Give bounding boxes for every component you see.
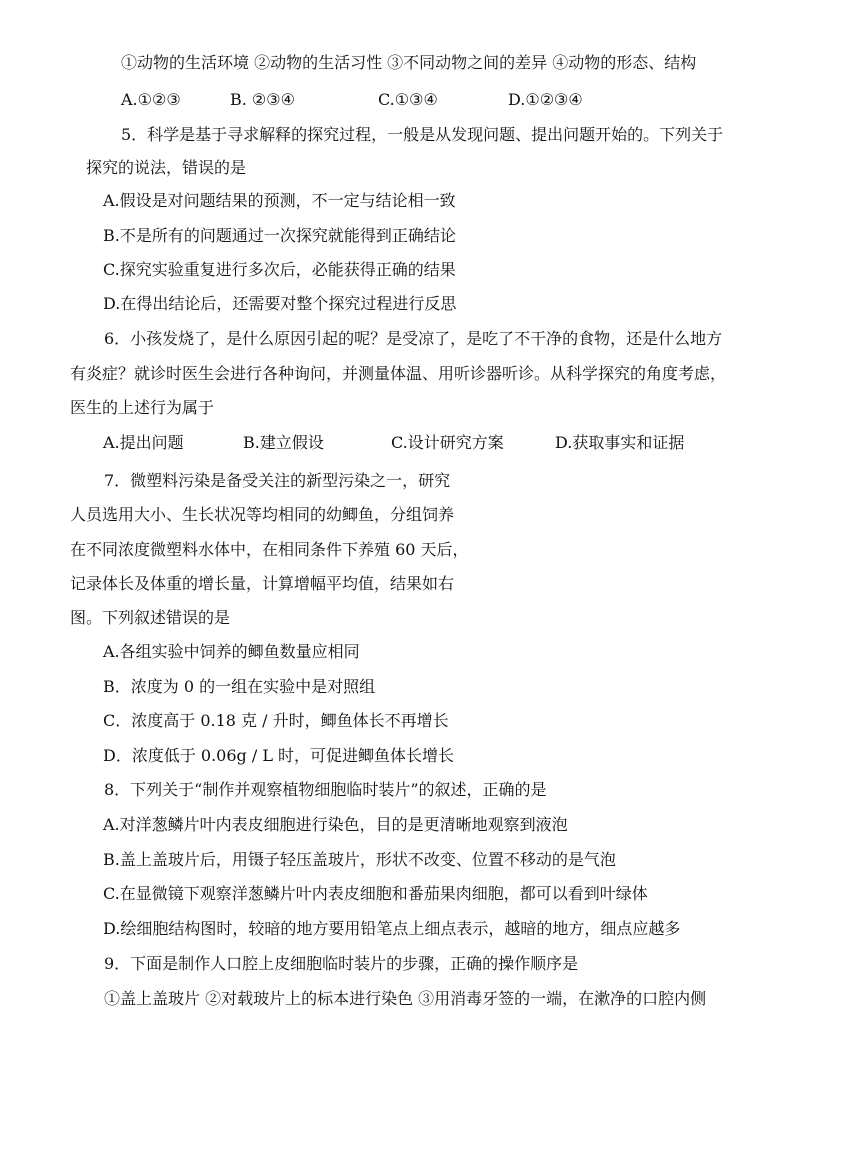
q6-stem-line-3: 医生的上述行为属于 [70,398,215,417]
q4-option-c: C.①③④ [378,90,438,109]
q6-stem-line-1: 6．小孩发烧了，是什么原因引起的呢？是受凉了，是吃了不干净的食物，还是什么地方 [104,329,723,348]
q5-option-c: C.探究实验重复进行多次后，必能获得正确的结果 [103,260,456,279]
q8-option-d: D.绘细胞结构图时，较暗的地方要用铅笔点上细点表示，越暗的地方，细点应越多 [103,919,681,938]
q7-option-c: C．浓度高于 0.18 克 / 升时，鲫鱼体长不再增长 [103,711,449,730]
q8-stem: 8．下列关于“制作并观察植物细胞临时装片”的叙述，正确的是 [104,780,547,799]
q8-option-b: B.盖上盖玻片后，用镊子轻压盖玻片，形状不改变、位置不移动的是气泡 [103,850,616,869]
q5-stem-line-2: 探究的说法，错误的是 [86,158,247,177]
q6-option-a: A.提出问题 [103,433,184,452]
q4-option-a: A.①②③ [121,90,181,109]
q7-option-a: A.各组实验中饲养的鲫鱼数量应相同 [103,642,360,661]
q5-option-a: A.假设是对问题结果的预测，不一定与结论相一致 [103,191,456,210]
q4-option-d: D.①②③④ [508,90,583,109]
q4-option-b: B. ②③④ [230,90,295,109]
q7-option-d: D．浓度低于 0.06g / L 时，可促进鲫鱼体长增长 [103,746,455,765]
q6-stem-line-2: 有炎症？就诊时医生会进行各种询问，并测量体温、用听诊器听诊。从科学探究的角度考虑， [70,364,727,383]
q4-items: ①动物的生活环境 ②动物的生活习性 ③不同动物之间的差异 ④动物的形态、结构 [121,53,697,72]
q7-stem-line-1: 7．微塑料污染是备受关注的新型污染之一，研究 [104,471,451,490]
q7-stem-line-4: 记录体长及体重的增长量，计算增幅平均值，结果如右 [70,574,455,593]
q9-items: ①盖上盖玻片 ②对载玻片上的标本进行染色 ③用消毒牙签的一端，在漱净的口腔内侧 [104,989,707,1008]
q6-option-d: D.获取事实和证据 [555,433,685,452]
q9-stem: 9．下面是制作人口腔上皮细胞临时装片的步骤，正确的操作顺序是 [104,954,579,973]
q8-option-c: C.在显微镜下观察洋葱鳞片叶内表皮细胞和番茄果肉细胞，都可以看到叶绿体 [103,884,648,903]
q7-option-b: B．浓度为 0 的一组在实验中是对照组 [103,677,376,696]
q7-stem-line-5: 图。下列叙述错误的是 [70,608,231,627]
q8-option-a: A.对洋葱鳞片叶内表皮细胞进行染色，目的是更清晰地观察到液泡 [103,815,568,834]
q7-stem-line-2: 人员选用大小、生长状况等均相同的幼鲫鱼，分组饲养 [70,505,455,524]
q5-option-d: D.在得出结论后，还需要对整个探究过程进行反思 [103,294,457,313]
q6-option-c: C.设计研究方案 [391,433,504,452]
q6-option-b: B.建立假设 [243,433,324,452]
q5-stem-line-1: 5．科学是基于寻求解释的探究过程，一般是从发现问题、提出问题开始的。下列关于 [121,125,724,144]
q7-stem-line-3: 在不同浓度微塑料水体中，在相同条件下养殖 60 天后， [70,540,469,559]
q5-option-b: B.不是所有的问题通过一次探究就能得到正确结论 [103,226,456,245]
